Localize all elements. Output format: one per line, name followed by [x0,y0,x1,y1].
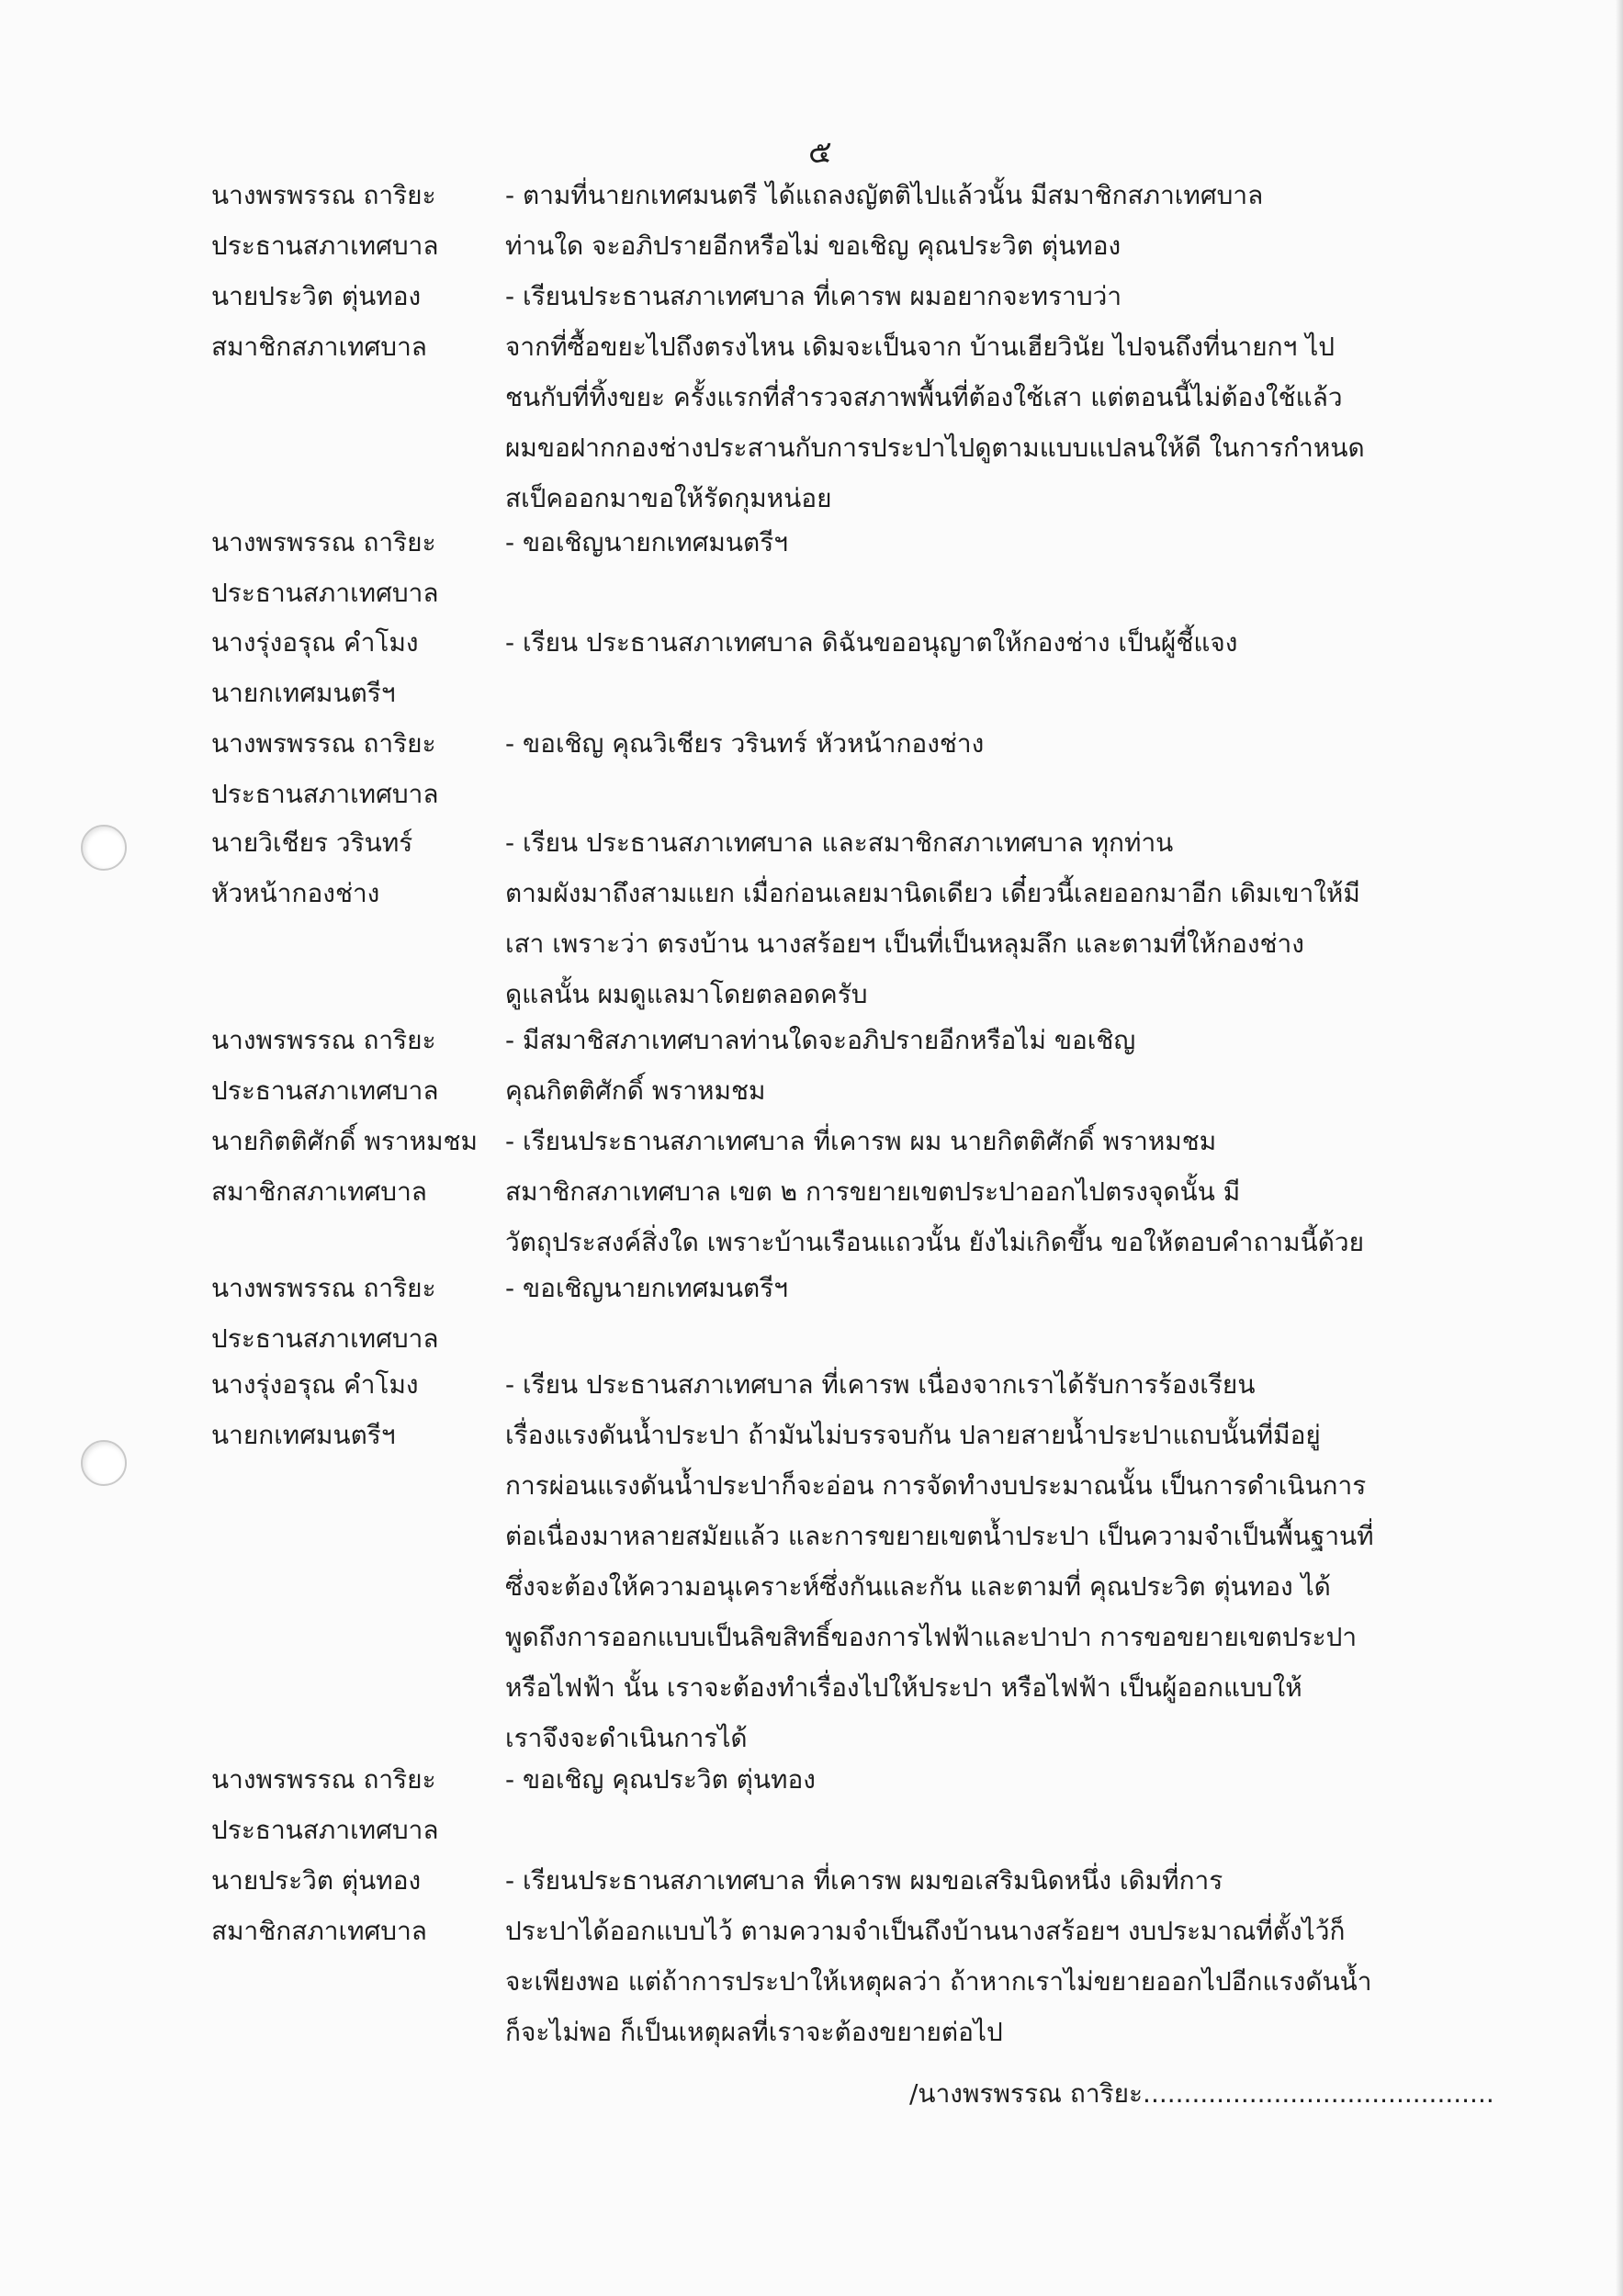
speech-line: ซึ่งจะต้องให้ความอนุเคราะห์ซึ่งกันและกัน และตามที่ คุณประวิต ตุ่นทอง ได้ [505,1571,1331,1602]
speech-line: ผมขอฝากกองช่างประสานกับการประปาไปดูตามแบบแปลนให้ดี ในการกำหนด [505,433,1365,463]
speaker-role: หัวหน้ากองช่าง [211,878,380,908]
speech-line: ประปาได้ออกแบบไว้ ตามความจำเป็นถึงบ้านนางสร้อยฯ งบประมาณที่ตั้งไว้ก็ [505,1916,1346,1946]
speech-line: ก็จะไม่พอ ก็เป็นเหตุผลที่เราจะต้องขยายต่อไป [505,2017,1003,2047]
speaker-name: นางพรพรรณ ถาริยะ [211,180,436,210]
speech-text [505,1116,1470,1267]
speaker-label [211,170,524,271]
speech-line: ท่านใด จะอภิปรายอีกหรือไม่ ขอเชิญ คุณประวิต ตุ่นทอง [505,231,1121,261]
speech-line: เราจึงจะดำเนินการได้ [505,1723,748,1753]
speaker-role: สมาชิกสภาเทศบาล [211,332,427,362]
speaker-label [211,617,524,718]
speaker-role: ประธานสภาเทศบาล [211,578,439,608]
speech-line: - ขอเชิญ คุณประวิต ตุ่นทอง [505,1764,816,1795]
speech-line: - เรียนประธานสภาเทศบาล ที่เคารพ ผมอยากจะทราบว่า [505,281,1122,311]
speaker-label [211,718,524,819]
speech-line: - เรียน ประธานสภาเทศบาล และสมาชิกสภาเทศบาล ทุกท่าน [505,827,1174,858]
speaker-label [211,517,524,618]
speaker-role: ประธานสภาเทศบาล [211,1075,439,1106]
speech-line: - มีสมาชิสภาเทศบาลท่านใดจะอภิปรายอีกหรือไม่ ขอเชิญ [505,1025,1136,1055]
speaker-name: นางรุ่งอรุณ คำโมง [211,1369,419,1400]
speech-line: สมาชิกสภาเทศบาล เขต ๒ การขยายเขตประปาออกไปตรงจุดนั้น มี [505,1176,1241,1207]
speech-line: ตามผังมาถึงสามแยก เมื่อก่อนเลยมานิดเดียว เดี๋ยวนี้เลยออกมาอีก เดิมเขาให้มี [505,878,1360,908]
speech-text [505,271,1470,523]
speaker-role: สมาชิกสภาเทศบาล [211,1176,427,1207]
speaker-label [211,1015,524,1116]
speech-text [505,1015,1470,1116]
speaker-name: นางพรพรรณ ถาริยะ [211,1025,436,1055]
page-edge-shadow [1616,0,1623,2296]
speaker-name: นางพรพรรณ ถาริยะ [211,527,436,557]
speaker-label [211,1359,524,1460]
speech-line: - ขอเชิญนายกเทศมนตรีฯ [505,527,788,557]
speech-line: - ขอเชิญ คุณวิเชียร วรินทร์ หัวหน้ากองช่าง [505,728,985,759]
speech-line: จากที่ซื้อขยะไปถึงตรงไหน เดิมจะเป็นจาก บ้านเฮียวินัย ไปจนถึงที่นายกฯ ไป [505,332,1336,362]
speech-text [505,1359,1470,1763]
speech-text [505,170,1470,271]
speaker-role: ประธานสภาเทศบาล [211,779,439,809]
speech-line: - ตามที่นายกเทศมนตรี ได้แถลงญัตติไปแล้วนั้น มีสมาชิกสภาเทศบาล [505,180,1264,210]
speech-text [505,718,1470,769]
speech-text [505,1754,1470,1805]
speaker-name: นางรุ่งอรุณ คำโมง [211,627,419,658]
speaker-role: ประธานสภาเทศบาล [211,231,439,261]
speaker-label [211,1855,524,1956]
speaker-name: นายประวิต ตุ่นทอง [211,1865,422,1896]
speech-text [505,817,1470,1019]
speech-line: - ขอเชิญนายกเทศมนตรีฯ [505,1273,788,1303]
speaker-role: ประธานสภาเทศบาล [211,1323,439,1354]
speaker-role: นายกเทศมนตรีฯ [211,1420,396,1450]
speaker-name: นายวิเชียร วรินทร์ [211,827,413,858]
speech-line: เรื่องแรงดันน้ำประปา ถ้ามันไม่บรรจบกัน ปลายสายน้ำประปาแถบนั้นที่มีอยู่ [505,1420,1321,1450]
speech-line: - เรียน ประธานสภาเทศบาล ที่เคารพ เนื่องจากเราได้รับการร้องเรียน [505,1369,1256,1400]
speech-line: ชนกับที่ทิ้งขยะ ครั้งแรกที่สำรวจสภาพพื้นที่ต้องใช้เสา แต่ตอนนี้ไม่ต้องใช้แล้ว [505,382,1343,412]
speech-line: - เรียน ประธานสภาเทศบาล ดิฉันขออนุญาตให้กองช่าง เป็นผู้ชี้แจง [505,627,1238,658]
speech-line: - เรียนประธานสภาเทศบาล ที่เคารพ ผม นายกิตติศักดิ์ พราหมชม [505,1126,1217,1156]
speech-text [505,1263,1470,1313]
speaker-label [211,1263,524,1364]
speech-line: ต่อเนื่องมาหลายสมัยแล้ว และการขยายเขตน้ำประปา เป็นความจำเป็นพื้นฐานที่ [505,1521,1374,1551]
speech-text [505,1855,1470,2057]
speaker-role: นายกเทศมนตรีฯ [211,678,396,708]
speech-line: หรือไฟฟ้า นั้น เราจะต้องทำเรื่องไปให้ประปา หรือไฟฟ้า เป็นผู้ออกแบบให้ [505,1672,1302,1703]
punch-hole [81,825,127,871]
speech-line: ดูแลนั้น ผมดูแลมาโดยตลอดครับ [505,979,868,1009]
speech-line: พูดถึงการออกแบบเป็นลิขสิทธิ์ของการไฟฟ้าและปาปา การขอขยายเขตประปา [505,1622,1358,1652]
punch-hole [81,1440,127,1486]
speaker-label [211,271,524,372]
speech-line: วัตถุประสงค์สิ่งใด เพราะบ้านเรือนแถวนั้น ยังไม่เกิดขึ้น ขอให้ตอบคำถามนี้ด้วย [505,1227,1365,1257]
speaker-name: นายกิตติศักดิ์ พราหมชม [211,1126,478,1156]
speech-line: - เรียนประธานสภาเทศบาล ที่เคารพ ผมขอเสริมนิดหนึ่ง เดิมที่การ [505,1865,1223,1896]
speech-text [505,517,1470,568]
speaker-role: สมาชิกสภาเทศบาล [211,1916,427,1946]
speech-text [505,617,1470,668]
continuation-footer: /นางพรพรรณ ถาริยะ........................................... [909,2078,1494,2109]
speaker-name: นายประวิต ตุ่นทอง [211,281,422,311]
speech-line: เสา เพราะว่า ตรงบ้าน นางสร้อยฯ เป็นที่เป็นหลุมลึก และตามที่ให้กองช่าง [505,929,1304,959]
speaker-label [211,1754,524,1855]
speaker-label [211,817,524,918]
speaker-role: ประธานสภาเทศบาล [211,1815,439,1845]
speaker-name: นางพรพรรณ ถาริยะ [211,1273,436,1303]
speaker-name: นางพรพรรณ ถาริยะ [211,1764,436,1795]
speaker-label [211,1116,524,1217]
speaker-name: นางพรพรรณ ถาริยะ [211,728,436,759]
speech-line: การผ่อนแรงดันน้ำประปาก็จะอ่อน การจัดทำงบประมาณนั้น เป็นการดำเนินการ [505,1470,1367,1501]
speech-line: จะเพียงพอ แต่ถ้าการประปาให้เหตุผลว่า ถ้าหากเราไม่ขยายออกไปอีกแรงดันน้ำ [505,1966,1372,1997]
speech-line: สเป็คออกมาขอให้รัดกุมหน่อย [505,483,832,513]
speech-line: คุณกิตติศักดิ์ พราหมชม [505,1075,766,1106]
page-number: ๕ [808,134,832,171]
